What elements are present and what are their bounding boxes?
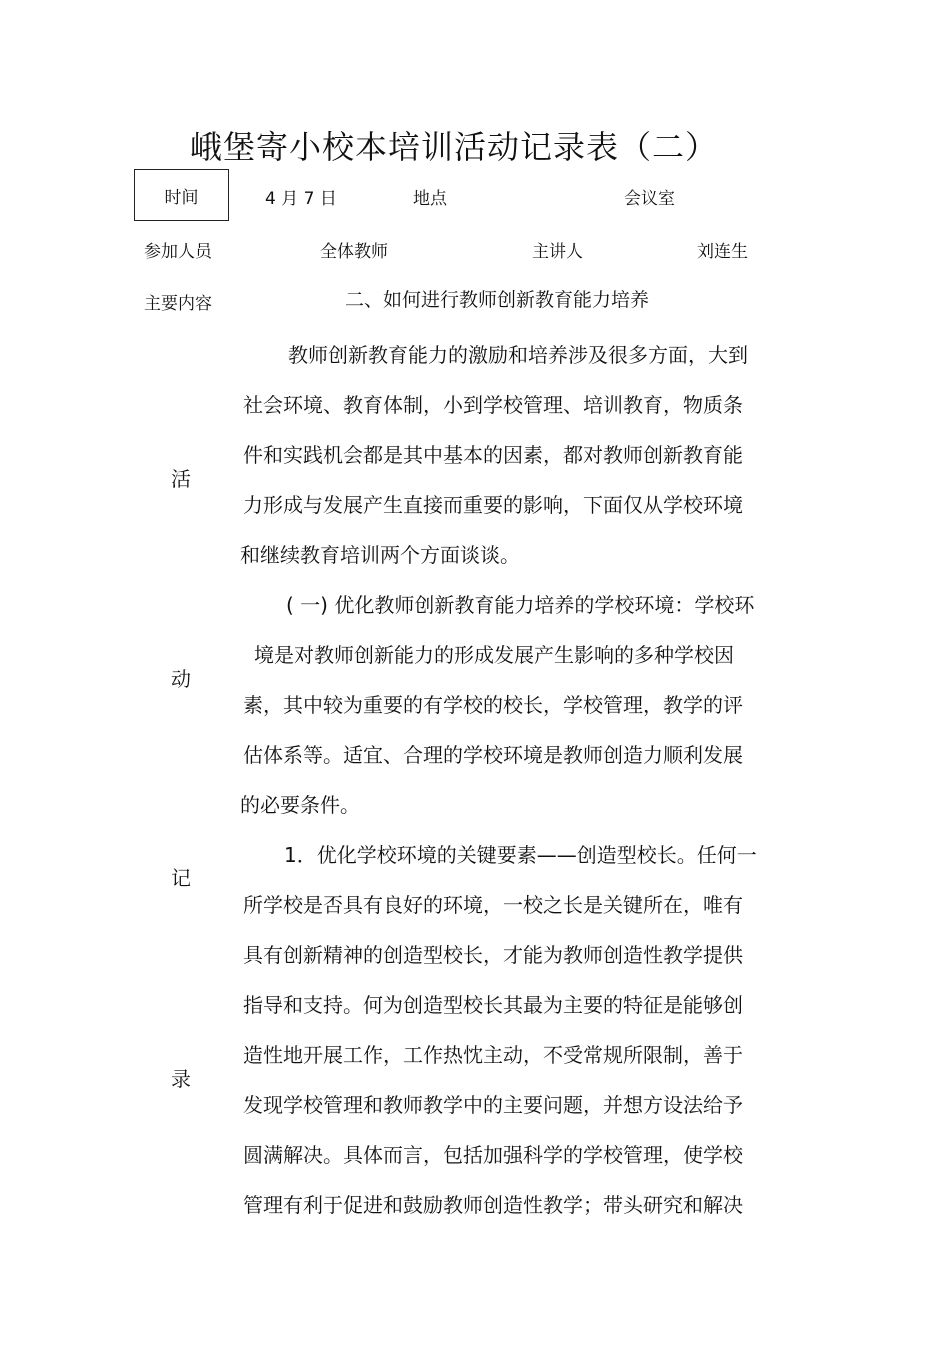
content-label: 主要内容 [144,294,212,314]
body-line: 和继续教育培训两个方面谈谈。 [240,543,520,567]
attendees-label: 参加人员 [144,242,212,262]
record-label-char: 记 [171,866,191,890]
attendees-value: 全体教师 [320,242,388,262]
body-line: 造性地开展工作，工作热忱主动，不受常规所限制，善于 [243,1043,743,1067]
content-value: 二、如何进行教师创新教育能力培养 [345,289,650,311]
body-line: 件和实践机会都是其中基本的因素，都对教师创新教育能 [243,443,743,467]
time-value: 4 月 7 日 [265,189,337,209]
speaker-label: 主讲人 [532,242,583,262]
body-line: 教师创新教育能力的激励和培养涉及很多方面，大到 [288,343,748,367]
speaker-value: 刘连生 [697,242,748,262]
place-label: 地点 [413,189,447,209]
body-line: ( 一) 优化教师创新教育能力培养的学校环境：学校环 [286,593,755,617]
body-line: 具有创新精神的创造型校长，才能为教师创造性教学提供 [243,943,743,967]
body-line: 社会环境、教育体制，小到学校管理、培训教育，物质条 [243,393,743,417]
record-label-char: 活 [171,467,191,491]
body-line: 力形成与发展产生直接而重要的影响，下面仅从学校环境 [243,493,743,517]
page-title: 峨堡寄小校本培训活动记录表（二） [190,128,719,166]
record-label-char: 动 [171,667,191,691]
record-body [240,330,785,1230]
body-line: 的必要条件。 [240,793,360,817]
body-line: 估体系等。适宜、合理的学校环境是教师创造力顺利发展 [243,743,743,767]
record-label-char: 录 [171,1067,191,1091]
place-value: 会议室 [624,189,675,209]
body-line: 1．优化学校环境的关键要素——创造型校长。任何一 [284,843,757,867]
body-line: 发现学校管理和教师教学中的主要问题，并想方设法给予 [243,1093,743,1117]
body-line: 素，其中较为重要的有学校的校长，学校管理，教学的评 [243,693,743,717]
body-line: 所学校是否具有良好的环境，一校之长是关键所在，唯有 [243,893,743,917]
time-label: 时间 [164,187,199,208]
time-label-cell [134,169,229,221]
body-line: 指导和支持。何为创造型校长其最为主要的特征是能够创 [243,993,743,1017]
body-line: 圆满解决。具体而言，包括加强科学的学校管理，使学校 [243,1143,743,1167]
body-line: 境是对教师创新能力的形成发展产生影响的多种学校因 [254,643,734,667]
body-line: 管理有利于促进和鼓励教师创造性教学；带头研究和解决 [243,1193,743,1217]
